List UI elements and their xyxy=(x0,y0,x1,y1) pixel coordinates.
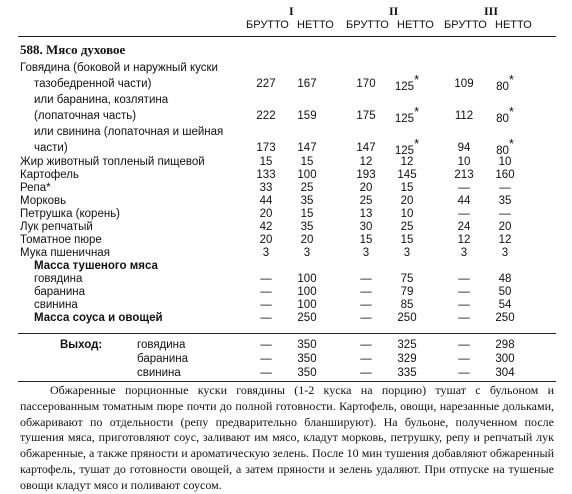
table-cell: 10 xyxy=(400,208,414,220)
table-cell: 80* xyxy=(496,104,514,125)
output-row-label: свинина xyxy=(137,367,181,379)
table-cell: 79 xyxy=(400,286,414,298)
output-row-label: говядина xyxy=(137,339,186,351)
table-cell: 35 xyxy=(498,195,512,207)
column-group-ii: II xyxy=(389,4,399,18)
table-cell: 15 xyxy=(300,208,314,220)
table-cell: 15 xyxy=(400,182,414,194)
table-cell: 48 xyxy=(498,273,512,285)
ingredient-label: или баранина, козлятина xyxy=(34,94,169,106)
output-cell: 298 xyxy=(495,339,515,351)
output-rule xyxy=(18,333,556,334)
table-cell: 12 xyxy=(498,234,512,246)
table-cell: 35 xyxy=(300,195,314,207)
output-cell: 350 xyxy=(297,353,317,365)
table-cell: 173 xyxy=(256,142,276,154)
table-cell: 159 xyxy=(297,110,317,122)
output-label: Выход: xyxy=(60,339,103,351)
table-cell: 20 xyxy=(400,195,414,207)
output-cell: — xyxy=(360,339,372,351)
header-brutto-iii: БРУТТО xyxy=(444,19,487,31)
ingredient-label: Петрушка (корень) xyxy=(20,208,121,220)
table-cell: — xyxy=(458,182,470,194)
table-cell: — xyxy=(458,299,470,311)
table-cell: 12 xyxy=(457,234,471,246)
header-brutto-ii: БРУТТО xyxy=(346,19,389,31)
table-cell: — xyxy=(360,299,372,311)
table-cell: — xyxy=(260,299,272,311)
table-cell: — xyxy=(360,273,372,285)
table-cell: 3 xyxy=(362,247,370,259)
header-brutto-i: БРУТТО xyxy=(246,19,289,31)
table-cell: 20 xyxy=(259,208,273,220)
ingredient-label: Масса соуса и овощей xyxy=(34,312,163,324)
ingredient-label: тазобедренной части) xyxy=(34,78,152,90)
table-cell: 170 xyxy=(356,78,376,90)
table-cell: 10 xyxy=(457,156,471,168)
table-cell: 13 xyxy=(359,208,373,220)
table-cell: 125* xyxy=(394,104,420,125)
table-cell: 42 xyxy=(259,221,273,233)
table-cell: 85 xyxy=(400,299,414,311)
table-cell: — xyxy=(499,182,511,194)
output-cell: — xyxy=(458,339,470,351)
recipe-description: Обжаренные порционные куски говядины (1-2 куска на порцию) тушат с бульоном и пассерованным томатным пюре почти до полной готовности. Картофель, овощи, нарезанные дольками, обжаривают по отдельности (репу предварительно бланшируют). На бульоне, полученном после тушения мяса, приготовляют соус, заливают им мясо, кладут морковь, петрушку, репу и репчатый лук обжаренные, а также пряности и ароматическую зелень. После 10 мин тушения добавляют обжаренный картофель, тушат до готовности овощей, а затем пряности и зелень удаляют. При отпуске на тушеные овощи кладут мясо и поливают соусом. xyxy=(20,383,554,492)
ingredient-label: Картофель xyxy=(20,169,79,181)
table-cell: 3 xyxy=(303,247,311,259)
ingredient-label: Жир животный топленый пищевой xyxy=(20,156,205,168)
table-cell: 80* xyxy=(496,72,514,93)
table-cell: 222 xyxy=(256,110,276,122)
output-cell: — xyxy=(260,339,272,351)
table-cell: 54 xyxy=(498,299,512,311)
table-cell: 100 xyxy=(297,169,317,181)
ingredient-label: (лопаточная часть) xyxy=(34,110,137,122)
table-cell: 15 xyxy=(259,156,273,168)
ingredient-label: Лук репчатый xyxy=(20,221,93,233)
output-cell: — xyxy=(458,367,470,379)
table-cell: 25 xyxy=(359,195,373,207)
table-cell: — xyxy=(260,286,272,298)
output-cell: — xyxy=(458,353,470,365)
table-cell: — xyxy=(458,208,470,220)
output-cell: — xyxy=(360,367,372,379)
table-cell: 3 xyxy=(403,247,411,259)
table-cell: 213 xyxy=(454,169,474,181)
table-cell: 112 xyxy=(454,110,474,122)
column-group-iii: III xyxy=(484,4,499,18)
table-cell: — xyxy=(360,286,372,298)
table-cell: 109 xyxy=(454,78,474,90)
table-cell: 10 xyxy=(498,156,512,168)
ingredient-label: части) xyxy=(34,142,68,154)
header-netto-i: НЕТТО xyxy=(297,19,334,31)
output-cell: — xyxy=(260,367,272,379)
table-cell: 250 xyxy=(397,312,417,324)
table-cell: 94 xyxy=(457,142,471,154)
table-cell: 80* xyxy=(496,136,514,157)
table-cell: 175 xyxy=(356,110,376,122)
table-cell: 3 xyxy=(460,247,468,259)
table-cell: 125* xyxy=(394,72,420,93)
output-cell: 325 xyxy=(397,339,417,351)
table-cell: 44 xyxy=(259,195,273,207)
table-cell: — xyxy=(458,273,470,285)
output-row-label: баранина xyxy=(137,353,189,365)
column-group-i: I xyxy=(289,4,294,18)
table-cell: 3 xyxy=(501,247,509,259)
table-cell: 193 xyxy=(356,169,376,181)
table-cell: 250 xyxy=(297,312,317,324)
table-cell: 167 xyxy=(297,78,317,90)
table-cell: 160 xyxy=(495,169,515,181)
table-cell: 15 xyxy=(400,234,414,246)
table-cell: 3 xyxy=(262,247,270,259)
ingredient-label: говядина xyxy=(34,273,83,285)
output-cell: 350 xyxy=(297,339,317,351)
table-cell: 133 xyxy=(256,169,276,181)
table-cell: 20 xyxy=(259,234,273,246)
table-cell: 15 xyxy=(359,234,373,246)
table-cell: 250 xyxy=(495,312,515,324)
output-cell: — xyxy=(360,353,372,365)
output-cell: 300 xyxy=(495,353,515,365)
table-cell: 100 xyxy=(297,286,317,298)
ingredient-label: свинина xyxy=(34,299,78,311)
table-cell: 33 xyxy=(259,182,273,194)
output-cell: 350 xyxy=(297,367,317,379)
table-cell: 50 xyxy=(498,286,512,298)
ingredient-label: Томатное пюре xyxy=(20,234,102,246)
table-cell: — xyxy=(260,312,272,324)
table-cell: 20 xyxy=(300,234,314,246)
table-cell: 24 xyxy=(457,221,471,233)
table-cell: 147 xyxy=(297,142,317,154)
table-cell: 44 xyxy=(457,195,471,207)
ingredient-label: Морковь xyxy=(20,195,67,207)
header-rule xyxy=(18,36,556,37)
output-cell: 304 xyxy=(495,367,515,379)
output-cell: 335 xyxy=(397,367,417,379)
table-cell: 20 xyxy=(359,182,373,194)
table-cell: 15 xyxy=(300,156,314,168)
table-cell: — xyxy=(458,286,470,298)
table-cell: 75 xyxy=(400,273,414,285)
table-cell: 25 xyxy=(400,221,414,233)
table-cell: 227 xyxy=(256,78,276,90)
output-cell: — xyxy=(260,353,272,365)
output-cell: 329 xyxy=(397,353,417,365)
bottom-rule xyxy=(18,381,556,382)
ingredient-label: Говядина (боковой и наружный куски xyxy=(20,62,218,74)
table-cell: 12 xyxy=(400,156,414,168)
table-cell: 125* xyxy=(394,136,420,157)
table-cell: 100 xyxy=(297,273,317,285)
recipe-title: 588. Мясо духовое xyxy=(20,42,126,57)
ingredient-label: или свинина (лопаточная и шейная xyxy=(34,126,224,138)
table-cell: — xyxy=(458,312,470,324)
table-cell: 12 xyxy=(359,156,373,168)
table-cell: — xyxy=(499,208,511,220)
header-netto-ii: НЕТТО xyxy=(397,19,434,31)
ingredient-label: Мука пшеничная xyxy=(20,247,110,259)
header-netto-iii: НЕТТО xyxy=(495,19,532,31)
table-cell: 100 xyxy=(297,299,317,311)
table-cell: 147 xyxy=(356,142,376,154)
ingredient-label: Репа* xyxy=(20,182,51,194)
ingredient-label: баранина xyxy=(34,286,86,298)
ingredient-label: Масса тушеного мяса xyxy=(34,260,158,272)
table-cell: 30 xyxy=(359,221,373,233)
table-cell: — xyxy=(260,273,272,285)
table-cell: — xyxy=(360,312,372,324)
table-cell: 145 xyxy=(397,169,417,181)
table-cell: 20 xyxy=(498,221,512,233)
table-cell: 35 xyxy=(300,221,314,233)
table-cell: 25 xyxy=(300,182,314,194)
